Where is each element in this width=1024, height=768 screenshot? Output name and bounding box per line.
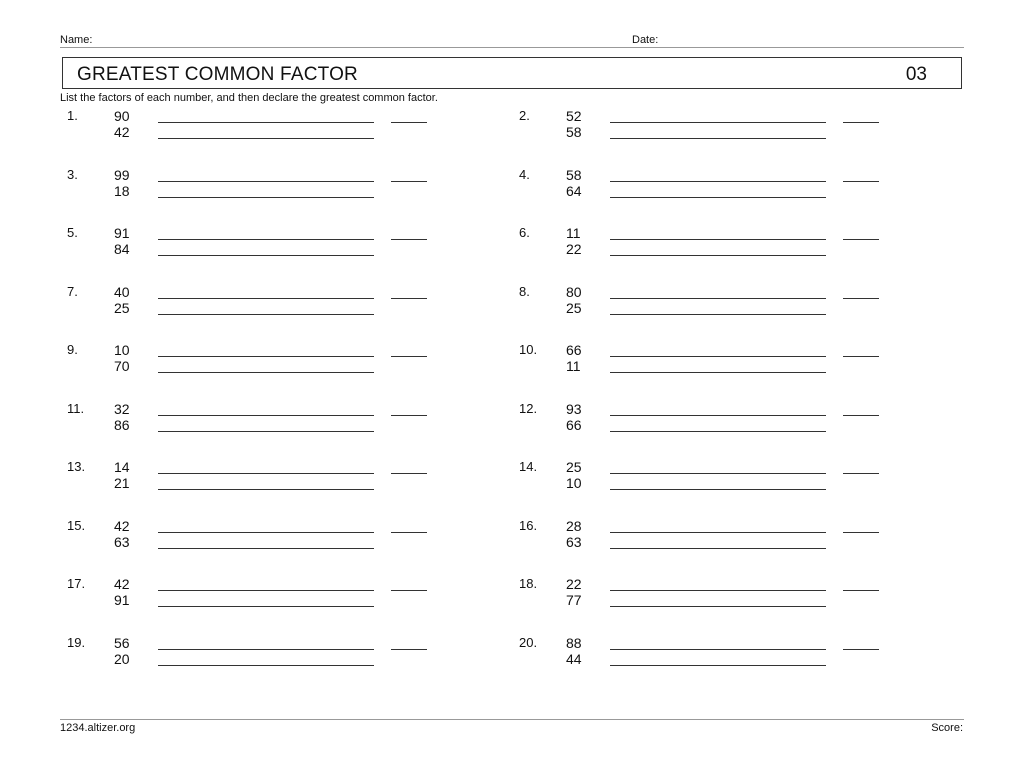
instructions: List the factors of each number, and then declare the greatest common factor. <box>60 92 438 104</box>
first-number: 66 <box>566 342 582 358</box>
problem-item <box>519 635 949 675</box>
factors-line-first[interactable] <box>610 649 826 650</box>
first-number: 25 <box>566 459 582 475</box>
problem-number: 6. <box>519 225 530 240</box>
gcf-answer-line[interactable] <box>843 649 879 650</box>
problem-item <box>67 225 497 265</box>
gcf-answer-line[interactable] <box>843 356 879 357</box>
gcf-answer-line[interactable] <box>843 473 879 474</box>
second-number: 91 <box>114 592 130 608</box>
problem-item <box>67 108 497 148</box>
gcf-answer-line[interactable] <box>391 649 427 650</box>
first-number: 10 <box>114 342 130 358</box>
second-number: 22 <box>566 241 582 257</box>
problem-number: 8. <box>519 283 530 299</box>
factors-line-second[interactable] <box>158 138 374 139</box>
second-number: 42 <box>114 124 130 140</box>
first-number: 88 <box>566 634 582 651</box>
first-number: 93 <box>566 400 582 417</box>
gcf-answer-line[interactable] <box>391 532 427 533</box>
factors-line-first[interactable] <box>158 122 374 123</box>
factors-line-first[interactable] <box>610 356 826 357</box>
first-number: 42 <box>114 576 130 592</box>
factors-line-first[interactable] <box>158 473 374 474</box>
first-number: 22 <box>566 576 582 592</box>
second-number: 86 <box>114 416 130 433</box>
problem-item <box>519 459 949 499</box>
header-rule <box>60 47 964 48</box>
first-number: 58 <box>566 166 582 183</box>
gcf-answer-line[interactable] <box>843 181 879 182</box>
second-number: 63 <box>114 533 130 550</box>
second-number: 70 <box>114 358 130 374</box>
second-number: 25 <box>566 299 582 316</box>
factors-line-second[interactable] <box>610 197 826 198</box>
problem-number: 20. <box>519 634 538 650</box>
problem-item <box>519 167 949 207</box>
problem-item <box>67 518 497 558</box>
factors-line-second[interactable] <box>610 606 826 607</box>
problem-item <box>519 342 949 382</box>
gcf-answer-line[interactable] <box>843 122 879 123</box>
first-number: 91 <box>114 225 130 241</box>
problem-item <box>519 108 949 148</box>
factors-line-second[interactable] <box>610 431 826 432</box>
problem-number: 19. <box>67 634 86 650</box>
factors-line-second[interactable] <box>610 255 826 256</box>
problem-number: 12. <box>519 400 538 416</box>
gcf-answer-line[interactable] <box>391 590 427 591</box>
problem-number: 9. <box>67 342 78 357</box>
factors-line-second[interactable] <box>158 314 374 315</box>
problem-number: 11. <box>67 400 85 416</box>
factors-line-first[interactable] <box>158 590 374 591</box>
gcf-answer-line[interactable] <box>391 415 427 416</box>
problem-number: 13. <box>67 459 86 474</box>
factors-line-first[interactable] <box>158 415 374 416</box>
first-number: 99 <box>114 166 130 183</box>
second-number: 18 <box>114 182 130 199</box>
problem-number: 4. <box>519 166 530 182</box>
problem-item <box>67 576 497 616</box>
problem-item <box>67 342 497 382</box>
first-number: 40 <box>114 283 130 300</box>
problem-number: 2. <box>519 108 530 123</box>
factors-line-first[interactable] <box>610 415 826 416</box>
date-label: Date: <box>632 34 659 46</box>
problem-number: 1. <box>67 108 78 123</box>
second-number: 66 <box>566 416 582 433</box>
factors-line-second[interactable] <box>158 665 374 666</box>
factors-line-second[interactable] <box>610 665 826 666</box>
factors-line-first[interactable] <box>610 239 826 240</box>
name-label: Name: <box>60 34 93 46</box>
factors-line-second[interactable] <box>158 489 374 490</box>
gcf-answer-line[interactable] <box>391 298 427 299</box>
second-number: 63 <box>566 533 582 550</box>
second-number: 64 <box>566 182 582 199</box>
problem-item <box>519 401 949 441</box>
problem-number: 15. <box>67 517 86 533</box>
score-label: Score: <box>931 722 963 734</box>
factors-line-second[interactable] <box>610 138 826 139</box>
factors-line-first[interactable] <box>158 181 374 182</box>
footer-rule <box>60 719 964 720</box>
problem-item <box>519 225 949 265</box>
factors-line-first[interactable] <box>610 532 826 533</box>
gcf-answer-line[interactable] <box>391 239 427 240</box>
problem-item <box>67 284 497 324</box>
second-number: 21 <box>114 475 130 491</box>
problem-item <box>67 459 497 499</box>
gcf-answer-line[interactable] <box>843 532 879 533</box>
gcf-answer-line[interactable] <box>391 473 427 474</box>
second-number: 11 <box>566 358 581 374</box>
factors-line-first[interactable] <box>158 649 374 650</box>
factors-line-second[interactable] <box>610 314 826 315</box>
title-box <box>62 57 962 89</box>
problem-number: 17. <box>67 576 86 591</box>
worksheet-title: GREATEST COMMON FACTOR <box>77 64 358 85</box>
factors-line-first[interactable] <box>610 590 826 591</box>
problem-item <box>67 167 497 207</box>
problem-item <box>519 284 949 324</box>
problem-item <box>519 576 949 616</box>
problem-number: 7. <box>67 283 78 299</box>
first-number: 32 <box>114 400 130 417</box>
problem-number: 18. <box>519 576 538 591</box>
first-number: 42 <box>114 517 130 534</box>
first-number: 80 <box>566 283 582 300</box>
first-number: 56 <box>114 634 130 651</box>
problem-number: 5. <box>67 225 78 240</box>
second-number: 10 <box>566 475 582 491</box>
factors-line-second[interactable] <box>610 489 826 490</box>
factors-line-second[interactable] <box>158 197 374 198</box>
factors-line-second[interactable] <box>158 372 374 373</box>
factors-line-second[interactable] <box>610 372 826 373</box>
first-number: 90 <box>114 108 130 124</box>
second-number: 77 <box>566 592 582 608</box>
worksheet-number: 03 <box>905 64 927 85</box>
first-number: 28 <box>566 517 582 534</box>
footer-site: 1234.altizer.org <box>60 722 136 734</box>
gcf-answer-line[interactable] <box>843 298 879 299</box>
gcf-answer-line[interactable] <box>391 181 427 182</box>
factors-line-second[interactable] <box>158 548 374 549</box>
factors-line-second[interactable] <box>158 606 374 607</box>
factors-line-first[interactable] <box>610 473 826 474</box>
factors-line-first[interactable] <box>158 298 374 299</box>
problem-item <box>519 518 949 558</box>
gcf-answer-line[interactable] <box>843 590 879 591</box>
second-number: 58 <box>566 124 582 140</box>
second-number: 84 <box>114 241 130 257</box>
factors-line-second[interactable] <box>158 431 374 432</box>
second-number: 25 <box>114 299 130 316</box>
first-number: 52 <box>566 108 582 124</box>
first-number: 14 <box>114 459 130 475</box>
problem-number: 3. <box>67 166 78 182</box>
problem-number: 16. <box>519 517 538 533</box>
factors-line-first[interactable] <box>610 298 826 299</box>
first-number: 11 <box>566 225 581 241</box>
gcf-answer-line[interactable] <box>843 415 879 416</box>
gcf-answer-line[interactable] <box>391 356 427 357</box>
factors-line-first[interactable] <box>610 181 826 182</box>
gcf-answer-line[interactable] <box>843 239 879 240</box>
problem-item <box>67 635 497 675</box>
factors-line-first[interactable] <box>610 122 826 123</box>
problem-item <box>67 401 497 441</box>
factors-line-first[interactable] <box>158 532 374 533</box>
factors-line-first[interactable] <box>158 239 374 240</box>
factors-line-second[interactable] <box>158 255 374 256</box>
factors-line-second[interactable] <box>610 548 826 549</box>
gcf-answer-line[interactable] <box>391 122 427 123</box>
second-number: 20 <box>114 650 130 667</box>
problem-number: 10. <box>519 342 538 357</box>
factors-line-first[interactable] <box>158 356 374 357</box>
problem-number: 14. <box>519 459 538 474</box>
second-number: 44 <box>566 650 582 667</box>
